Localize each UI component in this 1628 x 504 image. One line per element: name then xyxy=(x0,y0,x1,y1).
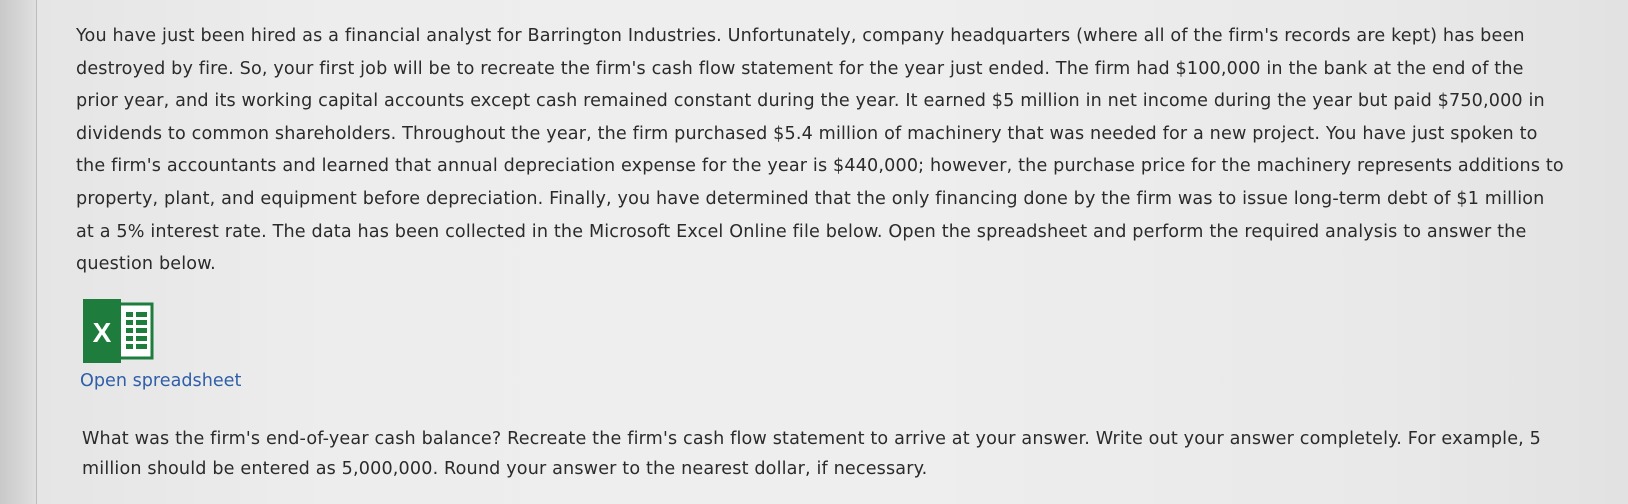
question-text: You have just been hired as a financial analyst for Barrington Industries. Unfortunately, company headquarters (where all of the firm's records are kept) has been destroyed by fire. So, your first job will be to recreate the firm's cash flow statement for the year just ended. The firm had $100,000 in the bank at the end of the prior year, and its working capital accounts except cash remained constant during the year. It earned $5 million in net income during the year but paid $750,000 in dividends to common shareholders. Throughout the year, the firm purchased $5.4 million of machinery that was needed for a new project. You have just spoken to the firm's accountants and learned that annual depreciation expense for the year is $440,000; however, the purchase price for the machinery represents additions to property, plant, and equipment before depreciation. Finally, you have determined that the only financing done by the firm was to issue long-term debt of $1 million at a 5% interest rate. The data has been collected in the Microsoft Excel Online file below. Open the spreadsheet and perform the required analysis to answer the question below. xyxy=(76,26,1564,275)
excel-icon xyxy=(82,298,154,364)
left-border xyxy=(0,0,37,504)
open-spreadsheet-link[interactable]: Open spreadsheet xyxy=(80,371,242,391)
open-spreadsheet-icon-button[interactable] xyxy=(82,298,154,364)
prompt-text: What was the firm's end-of-year cash balance? Recreate the firm's cash flow statement to arrive at your answer. Write out your answer completely. For example, 5 million should be entered as 5,000,000. Round your answer to the nearest dollar, if necessary. xyxy=(82,429,1542,479)
excel-icon-letter: X xyxy=(92,317,112,348)
